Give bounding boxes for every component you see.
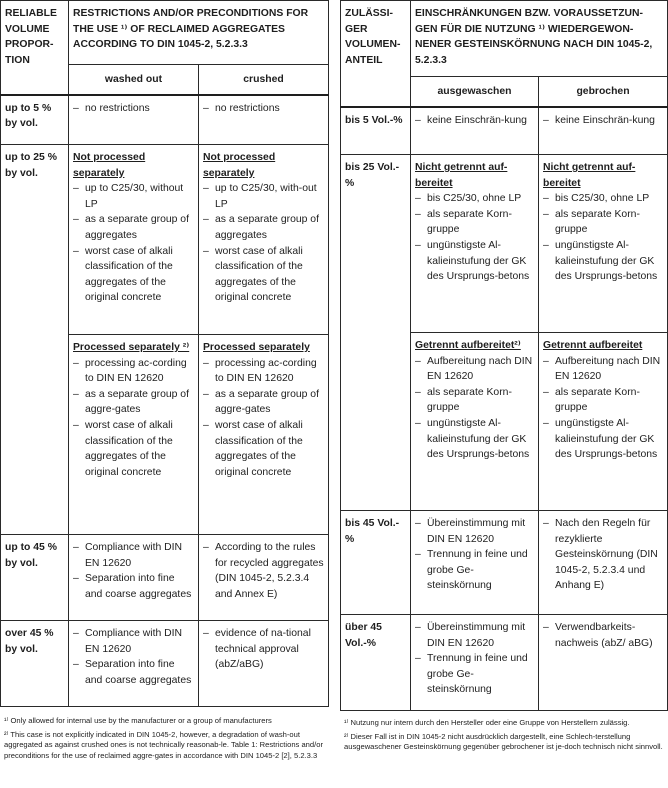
volume-cell: up to 45 % by vol. — [1, 535, 69, 621]
section-title: Processed separately ²⁾ — [73, 342, 190, 353]
volume-header: RELIABLE VOLUME PROPOR-TION — [1, 1, 69, 95]
list-item: – als separate Korn-gruppe — [415, 207, 534, 238]
table-row — [341, 155, 668, 333]
footnote: ¹⁾ Nutzung nur intern durch den Hersteller oder eine Gruppe von Herstellern zulässig. — [344, 718, 630, 727]
subheader-ausgewaschen: ausgewaschen — [411, 77, 539, 107]
volume-cell: bis 45 Vol.-% — [341, 511, 411, 615]
condition-cell — [69, 335, 199, 535]
list-item: – Separation into fine and coarse aggregates — [73, 657, 194, 688]
condition-cell — [411, 155, 539, 333]
list-item: – als separate Korn-gruppe — [415, 385, 534, 416]
list-item: – keine Einschrän-kung — [543, 113, 663, 129]
list-item: – as a separate group of aggre-gates — [203, 387, 324, 418]
list-item: – According to the rules for recycled aggregates (DIN 1045-2, 5.2.3.4 and Annex E) — [203, 540, 324, 602]
list-item: – ungünstigste Al-kalieinstufung der GK des Ursprungs-betons — [415, 238, 534, 285]
footnotes-german — [344, 718, 664, 756]
list-item: – worst case of alkali classification of the aggregates of the original concrete — [73, 244, 194, 306]
condition-cell — [411, 107, 539, 155]
condition-cell — [199, 145, 329, 335]
list-item: – keine Einschrän-kung — [415, 113, 534, 129]
volume-cell: bis 5 Vol.-% — [341, 107, 411, 155]
list-item: – ungünstigste Al-kalieinstufung der GK des Ursprungs-betons — [415, 416, 534, 463]
list-item: – ungünstigste Al-kalieinstufung der GK des Ursprungs-betons — [543, 238, 663, 285]
list-item: – Aufbereitung nach DIN EN 12620 — [415, 354, 534, 385]
section-title: Getrennt aufbereitet²⁾ — [415, 340, 521, 351]
table-row — [341, 107, 668, 155]
condition-cell — [411, 511, 539, 615]
volume-cell: über 45 Vol.-% — [341, 615, 411, 711]
list-item: – Verwendbarkeits-nachweis (abZ/ aBG) — [543, 620, 663, 651]
list-item: – up to C25/30, with-out LP — [203, 181, 324, 212]
condition-cell — [411, 333, 539, 511]
section-title: Nicht getrennt auf-bereitet — [415, 162, 508, 189]
list-item: – bis C25/30, ohne LP — [543, 191, 663, 207]
condition-cell — [539, 155, 668, 333]
condition-cell — [69, 95, 199, 145]
table-german — [340, 0, 667, 711]
list-item: – Nach den Regeln für rezyklierte Gesteinskörnung (DIN 1045-2, 5.2.3.4 und Anhang E) — [543, 516, 663, 594]
subheader-washed-out: washed out — [69, 65, 199, 95]
volume-header: ZULÄSSI-GER VOLUMEN-ANTEIL — [341, 1, 411, 107]
condition-cell — [539, 615, 668, 711]
section-title: Not processed separately — [203, 152, 276, 179]
list-item: – up to C25/30, without LP — [73, 181, 194, 212]
volume-cell: up to 25 % by vol. — [1, 145, 69, 535]
list-item: – bis C25/30, ohne LP — [415, 191, 534, 207]
list-item: – processing ac-cording to DIN EN 12620 — [73, 356, 194, 387]
condition-cell — [69, 621, 199, 707]
condition-cell — [411, 615, 539, 711]
footnote: ²⁾ Dieser Fall ist in DIN 1045-2 nicht ausdrücklich dargestellt, eine Schlech-terstellung ausgewaschener Gesteinskörnung gegenüber gebrochener ist je-doch technisch nicht sinnvoll. — [344, 731, 663, 752]
list-item: – no restrictions — [73, 101, 194, 117]
list-item: – Trennung in feine und grobe Ge-steinskörnung — [415, 651, 534, 698]
condition-cell — [539, 107, 668, 155]
section-title: Nicht getrennt auf-bereitet — [543, 162, 636, 189]
restrictions-header: EINSCHRÄNKUNGEN BZW. VORAUSSETZUN-GEN FÜR DIE NUTZUNG ¹⁾ WIEDERGEWON-NENER GESTEINSKÖRNUNG NACH DIN 1045-2, 5.2.3.3 — [411, 1, 668, 77]
list-item: – Separation into fine and coarse aggregates — [73, 571, 194, 602]
table-english — [0, 0, 328, 707]
list-item: – Compliance with DIN EN 12620 — [73, 540, 194, 571]
list-item: – Aufbereitung nach DIN EN 12620 — [543, 354, 663, 385]
list-item: – no restrictions — [203, 101, 324, 117]
list-item: – processing ac-cording to DIN EN 12620 — [203, 356, 324, 387]
section-title: Getrennt aufbereitet — [543, 340, 643, 351]
condition-cell — [539, 333, 668, 511]
condition-cell — [199, 335, 329, 535]
condition-cell — [69, 145, 199, 335]
condition-cell — [539, 511, 668, 615]
list-item: – Übereinstimmung mit DIN EN 12620 — [415, 620, 534, 651]
condition-cell — [199, 535, 329, 621]
list-item: – as a separate group of aggregates — [203, 212, 324, 243]
subheader-gebrochen: gebrochen — [539, 77, 668, 107]
table-row — [1, 95, 329, 145]
volume-cell: up to 5 % by vol. — [1, 95, 69, 145]
list-item: – als separate Korn-gruppe — [543, 385, 663, 416]
list-item: – Trennung in feine und grobe Ge-steinskörnung — [415, 547, 534, 594]
list-item: – as a separate group of aggre-gates — [73, 387, 194, 418]
table-row — [341, 615, 668, 711]
table-row — [1, 535, 329, 621]
list-item: – als separate Korn-gruppe — [543, 207, 663, 238]
list-item: – Übereinstimmung mit DIN EN 12620 — [415, 516, 534, 547]
list-item: – worst case of alkali classification of the aggregates of the original concrete — [73, 418, 194, 480]
footnotes-english — [4, 716, 326, 764]
footnote: ¹⁾ Only allowed for internal use by the manufacturer or a group of manufacturers — [4, 716, 272, 725]
list-item: – as a separate group of aggregates — [73, 212, 194, 243]
table-row — [1, 145, 329, 335]
list-item: – Compliance with DIN EN 12620 — [73, 626, 194, 657]
condition-cell — [199, 621, 329, 707]
footnote: ²⁾ This case is not explicitly indicated in DIN 1045-2, however, a degradation of wash-out aggregated as against crushed ones is not technically reasonab-le. Table 1: Restrictions and/or preconditions for the use of reclaimed aggre-gates in accordance with DIN 1045-2 [2], 5.2.3.3 — [4, 729, 323, 760]
list-item: – ungünstigste Al-kalieinstufung der GK des Ursprungs-betons — [543, 416, 663, 463]
list-item: – worst case of alkali classification of the aggregates of the original concrete — [203, 418, 324, 480]
table-row — [1, 621, 329, 707]
section-title: Not processed separately — [73, 152, 146, 179]
condition-cell — [69, 535, 199, 621]
table-row — [341, 511, 668, 615]
restrictions-header: RESTRICTIONS AND/OR PRECONDITIONS FOR THE USE ¹⁾ OF RECLAIMED AGGREGATES ACCORDING TO DIN 1045-2, 5.2.3.3 — [69, 1, 329, 65]
list-item: – evidence of na-tional technical approval (abZ/aBG) — [203, 626, 324, 673]
condition-cell — [199, 95, 329, 145]
section-title: Processed separately — [203, 342, 310, 353]
subheader-crushed: crushed — [199, 65, 329, 95]
list-item: – worst case of alkali classification of the aggregates of the original concrete — [203, 244, 324, 306]
volume-cell: bis 25 Vol.-% — [341, 155, 411, 511]
volume-cell: over 45 % by vol. — [1, 621, 69, 707]
